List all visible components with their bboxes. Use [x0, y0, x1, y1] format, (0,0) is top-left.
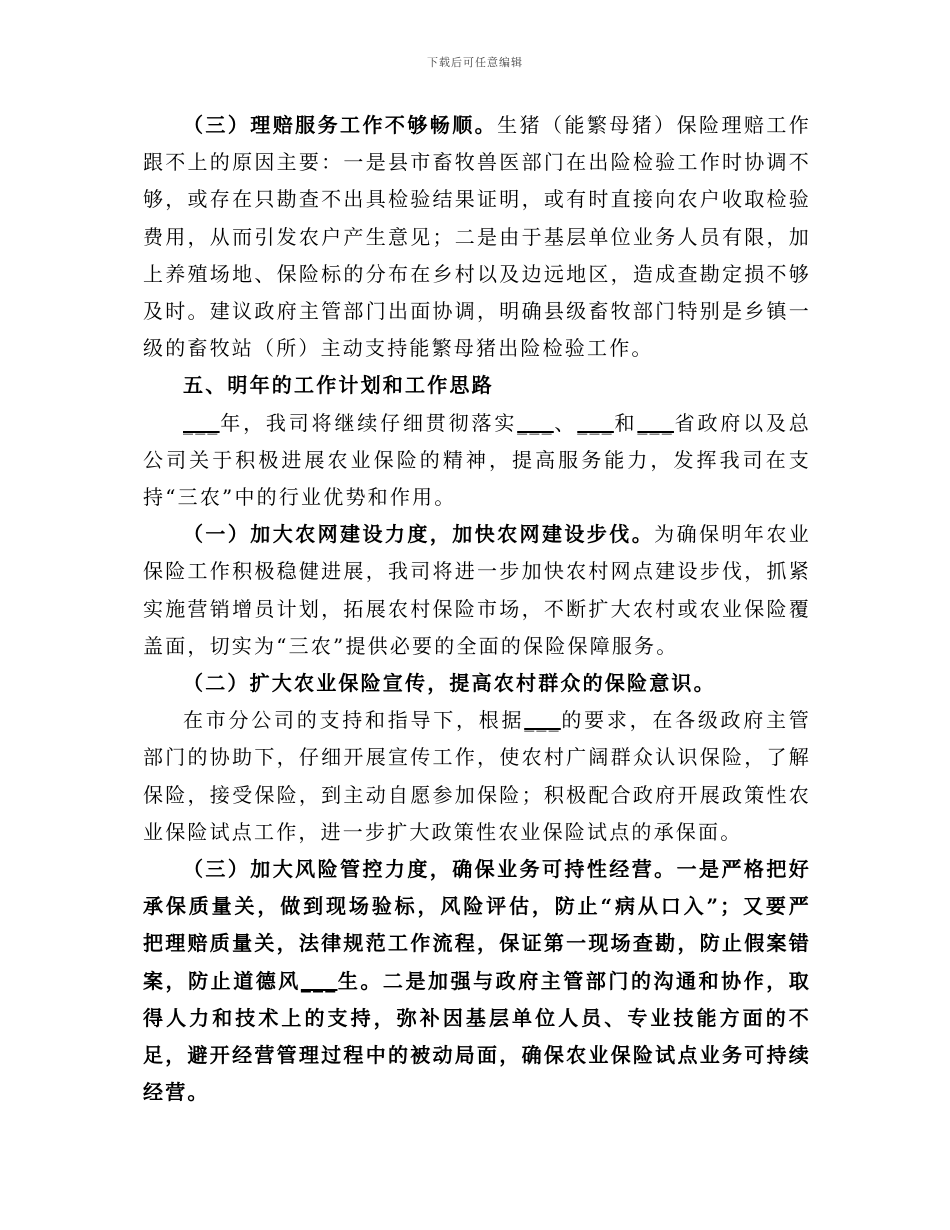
- blank-field: ___: [577, 410, 614, 435]
- paragraph-plan-intro: [143, 405, 811, 517]
- paragraph-text: 省政府以及总公司关于积极进展农业保险的精神，提高服务能力，发挥我司在支持“三农”中的行业优势和作用。: [143, 410, 812, 510]
- paragraph-rural-network: [143, 516, 811, 665]
- paragraph-text: 生。二是加强与政府主管部门的沟通和协作，取得人力和技术上的支持，弥补因基层单位人员、专业技能方面的不足，避开经营管理过程中的被动局面，确保农业保险试点业务可持续经营。: [143, 968, 812, 1105]
- paragraph-text: 和: [613, 410, 638, 435]
- paragraph-heading: （一）加大农网建设力度，加快农网建设步伐。: [183, 522, 655, 547]
- paragraph-text: 在市分公司的支持和指导下，根据: [183, 708, 525, 733]
- paragraph-text: 为确保明年农业保险工作积极稳健进展，我司将进一步加快农村网点建设步伐，抓紧实施营销增员计划，拓展农村保险市场，不断扩大农村或农业保险覆盖面，切实为“三农”提供必要的全面的保险保障服务。: [143, 522, 811, 658]
- paragraph-publicity-heading: （二）扩大农业保险宣传，提高农村群众的保险意识。: [183, 671, 716, 696]
- paragraph-text: 生猪（能繁母猪）保险理赔工作跟不上的原因主要：一是县市畜牧兽医部门在出险检验工作时协调不够，或存在只勘查不出具检验结果证明，或有时直接向农户收取检验费用，从而引发农户产生意见；二是由于基层单位业务人员有限，加上养殖场地、保险标的分布在乡村以及边远地区，造成查勘定损不够及时。建议政府主管部门出面协调，明确县级畜牧部门特别是乡镇一级的畜牧站（所）主动支持能繁母猪出险检验工作。: [143, 113, 811, 361]
- paragraph-text: 年，我司将继续仔细贯彻落实: [219, 410, 518, 435]
- page-header-note: 下载后可任意编辑: [427, 56, 523, 69]
- blank-field: ___: [517, 410, 554, 435]
- paragraph-claims-service: [143, 107, 811, 367]
- paragraph-text: 、: [553, 410, 578, 435]
- paragraph-text: 的要求，在各级政府主管部门的协助下，仔细开展宣传工作，使农村广阔群众认识保险，了解保险，接受保险，到主动自愿参加保险；积极配合政府开展政策性农业保险试点工作，进一步扩大政策性农业保险试点的承保面。: [143, 708, 811, 844]
- blank-field: ___: [524, 708, 561, 733]
- blank-field: ___: [637, 410, 674, 435]
- blank-field: ___: [183, 410, 220, 435]
- paragraph-publicity: [143, 702, 811, 851]
- paragraph-text: （三）加大风险管控力度，确保业务可持性经营。一是严格把好承保质量关，做到现场验标，风险评估，防止“病从口入”；又要严把理赔质量关，法律规范工作流程，保证第一现场查勘，防止假案错案，防止道德风: [143, 857, 811, 993]
- blank-field: ___: [300, 968, 338, 993]
- paragraph-heading: （三）理赔服务工作不够畅顺。: [183, 113, 498, 137]
- section-title-next-year-plan: 五、明年的工作计划和工作思路: [183, 373, 494, 398]
- document-body: [143, 107, 811, 1111]
- paragraph-risk-control: [143, 851, 811, 1111]
